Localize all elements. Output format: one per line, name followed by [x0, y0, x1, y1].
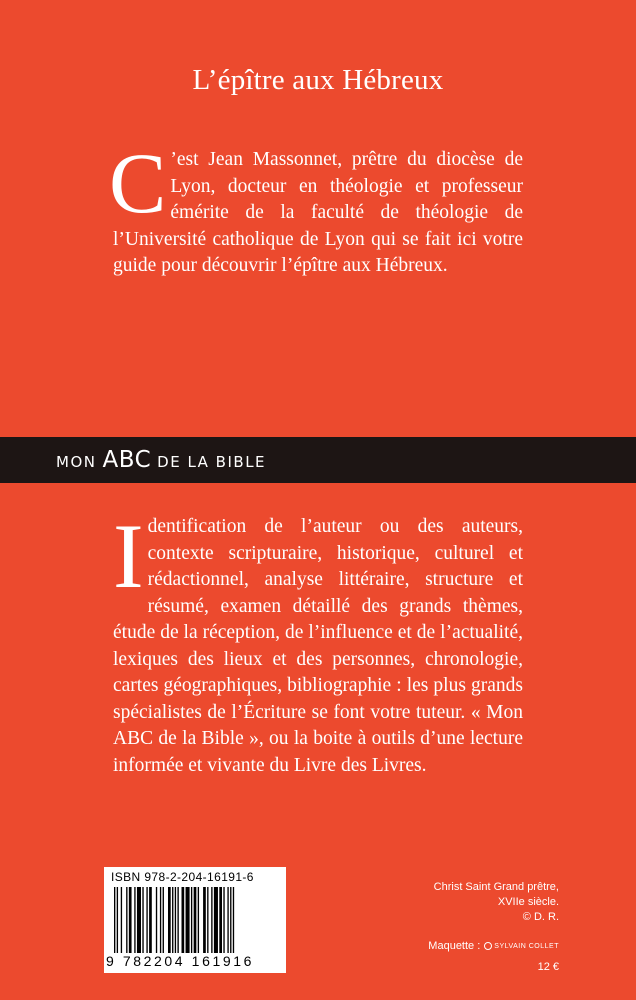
series-abc: ABC — [102, 447, 152, 473]
description-text: dentification de l’auteur ou des auteurs, contexte scripturaire, historique, culturel et rédactionnel, analyse littéraire, structure et résumé, examen détaillé des grands thèmes, étude de la réception, de l’influence et de l’actualité, lexiques des lieux et des personnes, chronologie, cartes géographiques, bibliographie : les plus grands spécialistes de l’Écriture se font votre tuteur. « Mon ABC de la Bible », ou la boite à outils d’une lecture informée et vivante du Livre des Livres. — [113, 516, 523, 776]
intro-paragraph — [109, 135, 523, 280]
series-suffix: DE LA BIBLE — [157, 453, 267, 471]
maquette-credit — [428, 940, 559, 952]
barcode-box — [104, 867, 286, 973]
barcode-bars — [114, 887, 278, 953]
book-title: L’épître aux Hébreux — [192, 64, 444, 96]
image-credits — [434, 880, 559, 925]
designer-logo — [484, 942, 559, 950]
series-prefix: MON — [56, 453, 97, 471]
credit-line-1: Christ Saint Grand prêtre, — [433, 881, 559, 893]
isbn-text: ISBN 978-2-204-16191-6 — [111, 870, 254, 884]
credit-line-2: XVIIe siècle. — [497, 896, 559, 908]
maquette-label: Maquette : — [428, 940, 481, 952]
price: 12 € — [537, 961, 559, 973]
intro-text: ’est Jean Massonnet, prêtre du diocèse de Lyon, docteur en théologie et professeur émérite de la faculté de théologie de l’Université catholique de Lyon qui se fait ici votre guide pour découvrir l’épître aux Hébreux. — [113, 149, 523, 276]
description-paragraph — [113, 505, 523, 779]
credit-line-3: © D. R. — [522, 911, 559, 923]
designer-logo-icon — [484, 942, 492, 950]
series-band — [0, 437, 636, 483]
description-dropcap: I — [113, 505, 144, 607]
designer-logo-text: SYLVAIN COLLET — [494, 942, 559, 950]
series-name — [56, 447, 266, 473]
intro-dropcap: C — [109, 135, 167, 231]
barcode-digits: 9 782204 161916 — [106, 953, 254, 969]
